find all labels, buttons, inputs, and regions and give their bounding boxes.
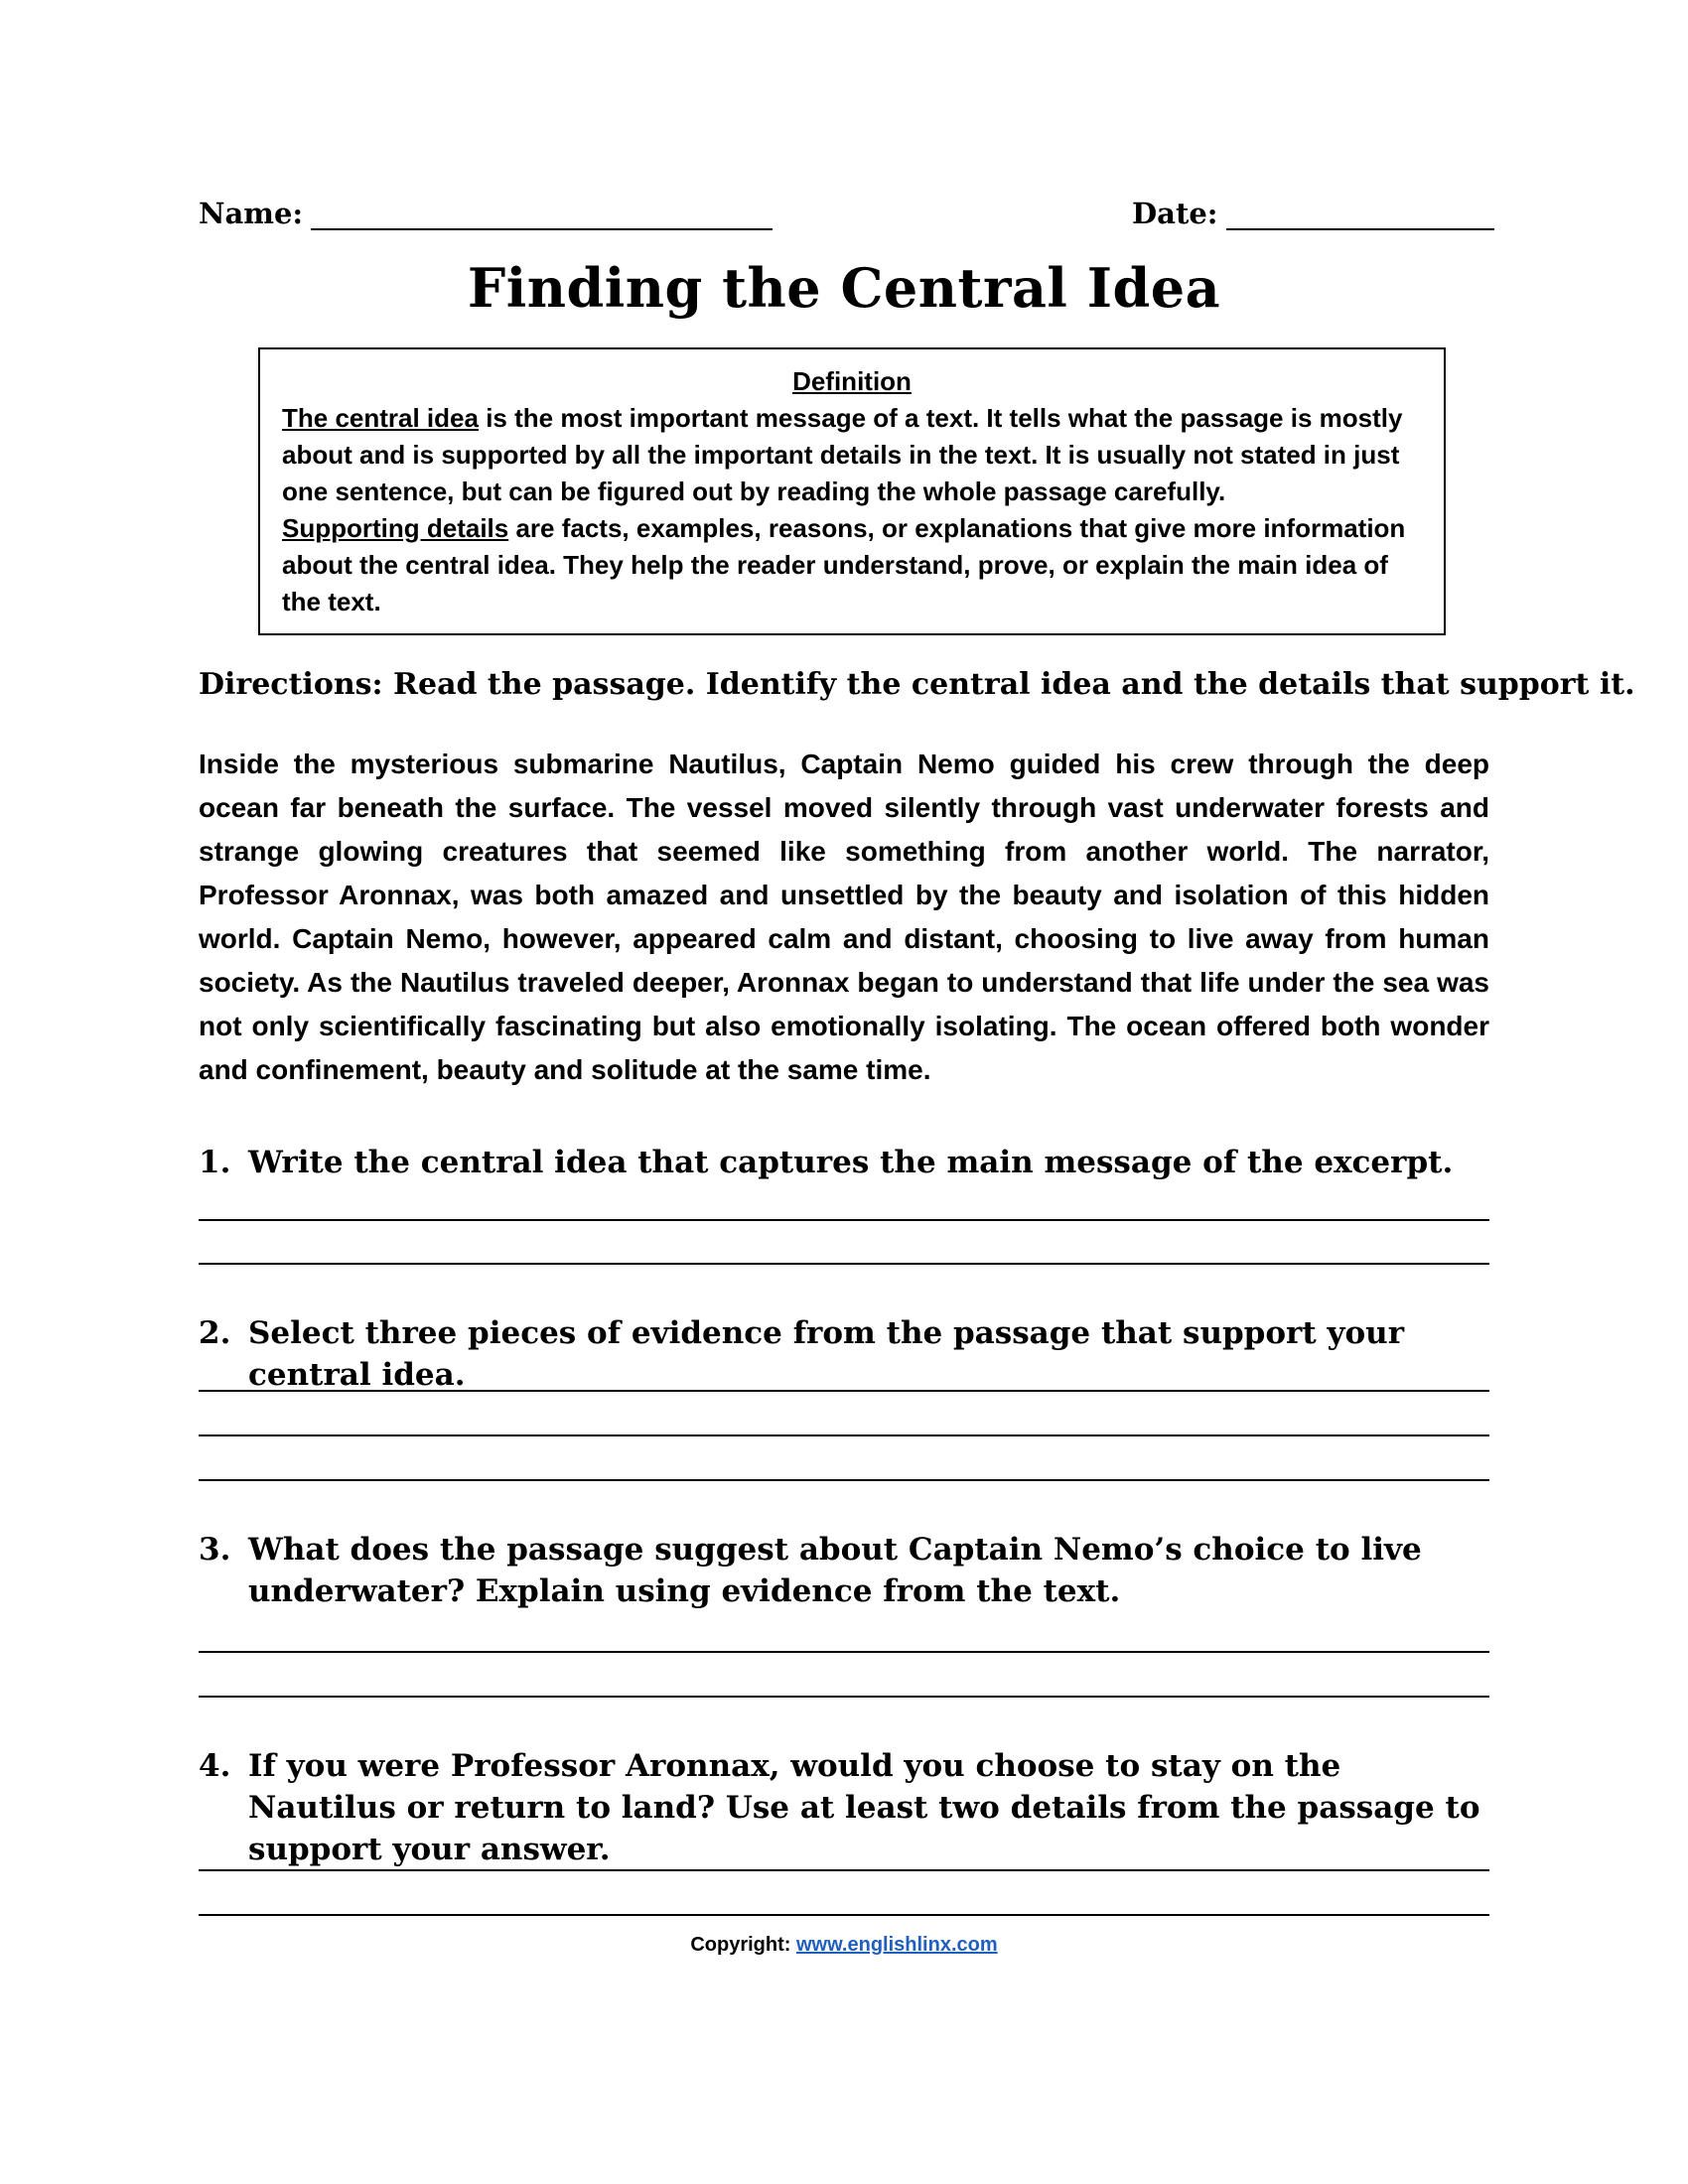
answer-line-q4-2[interactable] xyxy=(199,1914,1489,1916)
question-number: 4. xyxy=(199,1748,231,1784)
date-label: Date: xyxy=(1132,197,1218,230)
answer-line-q4-1[interactable] xyxy=(199,1869,1489,1871)
definition-central-idea-text: is the most important message of a text. It tells what the passage is mostly about and is supported by all the important details in the text. It is usually not stated in just one sentence, but can be figured out by reading the whole passage carefully. xyxy=(282,403,1403,506)
definition-heading: Definition xyxy=(792,366,912,396)
page-title: Finding the Central Idea xyxy=(467,256,1221,320)
answer-line-q2-1[interactable] xyxy=(199,1390,1489,1392)
header-row xyxy=(199,197,1489,236)
question-text: Write the central idea that captures the main message of the excerpt. xyxy=(248,1145,1454,1180)
question-text: If you were Professor Aronnax, would you choose to stay on the Nautilus or return to land? Use at least two details from the passage to support your answer. xyxy=(248,1748,1480,1867)
name-field xyxy=(199,197,773,230)
definition-central-idea xyxy=(282,400,1422,510)
question-2 xyxy=(199,1312,1489,1396)
answer-line-q2-3[interactable] xyxy=(199,1479,1489,1481)
question-1 xyxy=(199,1142,1489,1183)
copyright-footer xyxy=(0,1934,1688,1957)
definition-supporting-details-text: are facts, examples, reasons, or explanations that give more information about the central idea. They help the reader understand, prove, or explain the main idea of the text. xyxy=(282,513,1406,616)
answer-line-q1-2[interactable] xyxy=(199,1263,1489,1265)
copyright-link[interactable]: www.englishlinx.com xyxy=(796,1934,998,1956)
name-label: Name: xyxy=(199,197,304,230)
definition-supporting-details xyxy=(282,510,1422,620)
answer-line-q3-1[interactable] xyxy=(199,1651,1489,1653)
definition-box xyxy=(258,347,1446,635)
question-number: 1. xyxy=(199,1145,231,1180)
term-central-idea: The central idea xyxy=(282,403,479,433)
question-text: Select three pieces of evidence from the passage that support your central idea. xyxy=(248,1315,1405,1393)
date-blank-line[interactable] xyxy=(1226,201,1494,230)
directions: Directions: Read the passage. Identify the central idea and the details that support it. xyxy=(199,667,1635,702)
reading-passage: Inside the mysterious submarine Nautilus, Captain Nemo guided his crew through the deep ocean far beneath the surface. The vessel moved silently through vast underwater forests and strange glowing creatures that seemed like something from another world. The narrator, Professor Aronnax, was both amazed and unsettled by the beauty and isolation of this hidden world. Captain Nemo, however, appeared calm and distant, choosing to live away from human society. As the Nautilus traveled deeper, Aronnax began to understand that life under the sea was not only scientifically fascinating but also emotionally isolating. The ocean offered both wonder and confinement, beauty and solitude at the same time. xyxy=(199,749,1489,1085)
question-number: 3. xyxy=(199,1532,231,1568)
copyright-label: Copyright: xyxy=(690,1934,796,1956)
answer-line-q2-2[interactable] xyxy=(199,1434,1489,1436)
answer-line-q3-2[interactable] xyxy=(199,1696,1489,1698)
question-3 xyxy=(199,1529,1489,1612)
term-supporting-details: Supporting details xyxy=(282,513,509,543)
question-number: 2. xyxy=(199,1315,231,1351)
answer-line-q1-1[interactable] xyxy=(199,1219,1489,1221)
question-text: What does the passage suggest about Captain Nemo’s choice to live underwater? Explain using evidence from the text. xyxy=(248,1532,1422,1609)
question-4 xyxy=(199,1745,1489,1870)
name-blank-line[interactable] xyxy=(311,201,773,230)
date-field xyxy=(1132,197,1494,230)
